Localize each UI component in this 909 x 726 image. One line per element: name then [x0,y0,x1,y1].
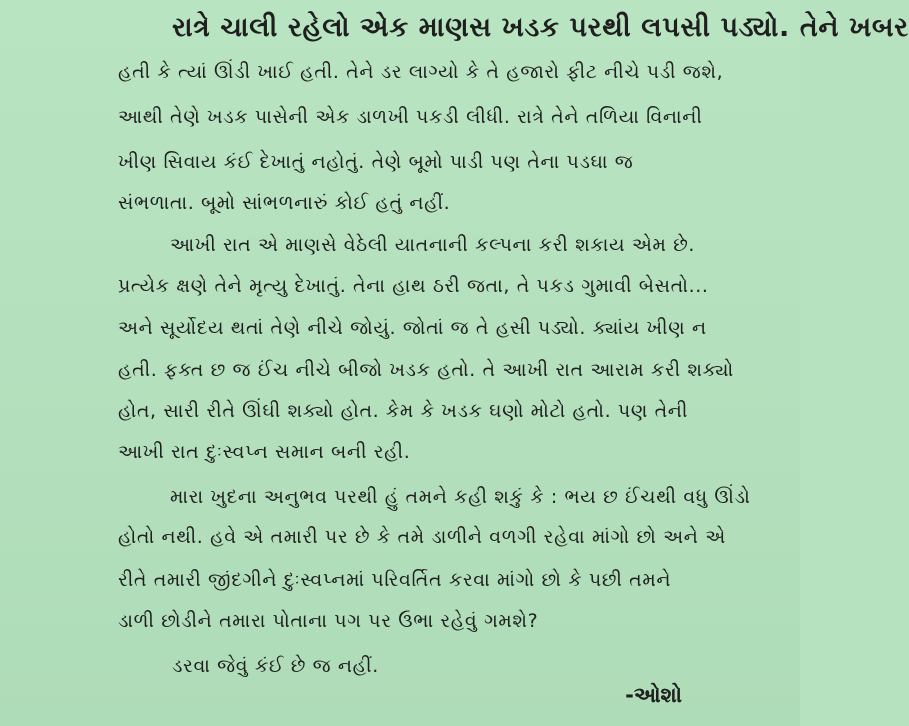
paragraph-3-line-1: મારા ખુદના અનુભવ પરથી હું તમને કહી શકું કે : ભય છ ઈંચથી વધુ ઊંડો [170,486,751,508]
paragraph-1-line-5: સંભળાતા. બૂમો સાંભળનારું કોઈ હતું નહીં. [118,192,451,214]
paragraph-3-line-2: હોતો નથી. હવે એ તમારી પર છે કે તમે ડાળીને વળગી રહેવા માંગો છો અને એ [118,526,726,548]
paragraph-3-line-4: ડાળી છોડીને તમારા પોતાના પગ પર ઉભા રહેવું ગમશે? [118,610,539,632]
paragraph-1-line-2: હતી કે ત્યાં ઊંડી ખાઈ હતી. તેને ડર લાગ્યો કે તે હજારો ફીટ નીચે પડી જશે, [118,61,724,83]
paragraph-2-line-5: હોત, સારી રીતે ઊંઘી શક્યો હોત. કેમ કે ખડક ઘણો મોટો હતો. પણ તેની [118,400,688,422]
paragraph-1-line-3: આથી તેણે ખડક પાસેની એક ડાળખી પકડી લીધી. રાત્રે તેને તળિયા વિનાની [118,106,703,128]
author-signature: -ઓશો [625,683,682,707]
paragraph-2-line-6: આખી રાત દુઃસ્વપ્ન સમાન બની રહી. [118,441,411,463]
drop-cap-first-line: રાત્રે ચાલી રહેલો એક માણસ ખડક પરથી લપસી પડ્યો. તેને ખબર [172,12,909,43]
paragraph-2-line-2: પ્રત્યેક ક્ષણે તેને મૃત્યુ દેખાતું. તેના હાથ ઠરી જતા, તે પકડ ગુમાવી બેસતો... [118,275,709,297]
paragraph-3-line-3: રીતે તમારી જીંદગીને દુઃસ્વપ્નમાં પરિવર્તિત કરવા માંગો છો કે પછી તમને [118,569,672,591]
paragraph-2-line-3: અને સૂર્યોદય થતાં તેણે નીચે જોયું. જોતાં જ તે હસી પડ્યો. ક્યાંય ખીણ ન [118,317,707,339]
paragraph-2-line-4: હતી. ફક્ત છ જ ઈંચ નીચે બીજો ખડક હતો. તે આખી રાત આરામ કરી શક્યો [118,359,734,381]
paragraph-1-line-4: ખીણ સિવાય કંઈ દેખાતું નહોતું. તેણે બૂમો પાડી પણ તેના પડઘા જ [118,151,634,173]
paragraph-1-line-1 [172,14,909,44]
paragraph-2-line-1: આખી રાત એ માણસે વેઠેલી યાતનાની કલ્પના કરી શકાય એમ છે. [170,234,696,256]
paragraph-4-line-1: ડરવા જેવું કંઈ છે જ નહીં. [172,655,379,677]
